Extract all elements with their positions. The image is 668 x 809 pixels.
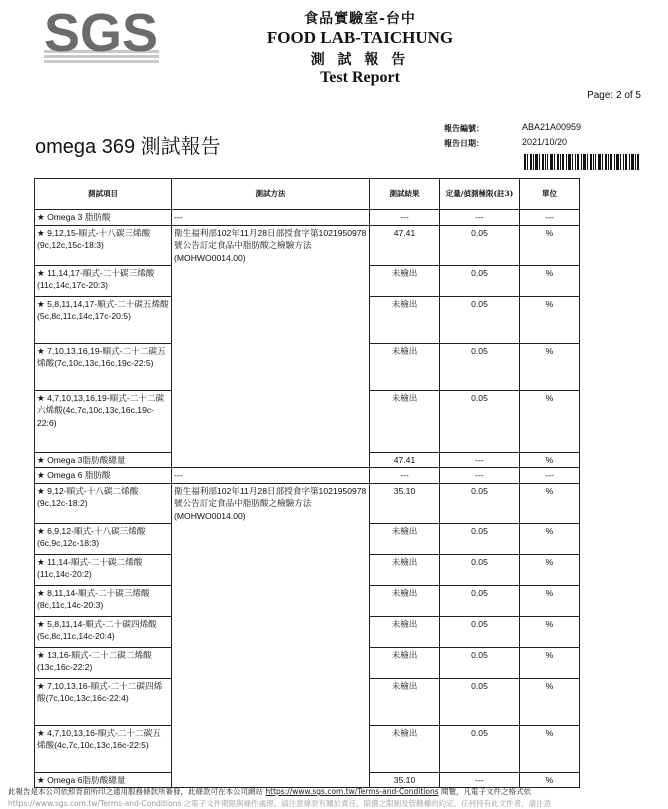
barcode [524,154,640,170]
report-date: 2021/10/20 [522,137,568,147]
col-limit-header: 定量/偵測極限(註3) [440,179,520,210]
row-unit: % [520,265,580,296]
row-limit: 0.05 [440,554,520,585]
report-label-en: Test Report [320,69,400,86]
row-result: 未檢出 [370,647,440,678]
row-unit: % [520,523,580,554]
table-row [35,225,580,265]
row-limit: 0.05 [440,343,520,390]
row-unit: % [520,585,580,616]
row-name: ★ Omega 6 脂肪酸 [35,468,172,484]
table-row [35,647,580,678]
report-no-label: 報告編號： [444,123,484,133]
row-unit: % [520,296,580,343]
row-result: --- [370,210,440,226]
lab-name-en: FOOD LAB-TAICHUNG [266,28,454,47]
footer-disclaimer [8,786,663,797]
row-limit: 0.05 [440,296,520,343]
row-result: 未檢出 [370,523,440,554]
omega3-total-row [35,452,580,468]
table-row [35,343,580,390]
row-name: ★ 8,11,14-順式-二十碳三烯酸(8c,11c,14c-20:3) [35,585,172,616]
row-name: ★ 11,14-順式-二十碳二烯酸(11c,14c-20:2) [35,554,172,585]
row-limit: --- [440,210,520,226]
omega3-header-row [35,210,580,226]
report-date-label: 報告日期： [444,138,484,148]
row-method: --- [172,468,370,484]
footer-text-a: 此報告是本公司依照背面所印之通用服務條款所簽發，此條款可在本公司網站 [8,787,266,796]
row-unit: % [520,554,580,585]
row-unit: % [520,616,580,647]
row-name: ★ 9,12-順式-十八碳二烯酸(9c,12c-18:2) [35,483,172,523]
method-cell: 衛生福利部102年11月28日部授食字第1021950978號公告訂定食品中脂肪酸之檢驗方法(MOHWO0014.00) [172,225,370,265]
row-result: 未檢出 [370,343,440,390]
row-result: 47.41 [370,225,440,265]
method-cell: 衛生福利部102年11月28日部授食字第1021950978號公告訂定食品中脂肪酸之檢驗方法(MOHWO0014.00) [172,483,370,523]
row-limit: 0.05 [440,678,520,725]
row-limit: 0.05 [440,265,520,296]
row-limit: 0.05 [440,390,520,452]
row-result: 未檢出 [370,725,440,772]
row-result: 未檢出 [370,554,440,585]
row-unit: % [520,483,580,523]
row-name: ★ 5,8,11,14-順式-二十碳四烯酸(5c,8c,11c,14c-20:4) [35,616,172,647]
row-name: ★ Omega 6脂肪酸總量 [35,772,172,788]
col-unit-header: 單位 [520,179,580,210]
row-result: 未檢出 [370,678,440,725]
row-limit: 0.05 [440,585,520,616]
row-unit: % [520,225,580,265]
row-limit: --- [440,452,520,468]
row-result: 35.10 [370,772,440,788]
row-limit: --- [440,468,520,484]
omega6-header-row [35,468,580,484]
table-row [35,616,580,647]
row-limit: 0.05 [440,725,520,772]
row-name: ★ 7,10,13,16-順式-二十二碳四烯酸(7c,10c,13c,16c-22:4) [35,678,172,725]
footer-text-b: 閱覽，凡電子文件之格式依 [438,787,532,796]
footer-line-2: https://www.sgs.com.tw/Terms-and-Conditions 之電子文件期限與條件處理。請注意條款有關於責任、賠償之限制及管轄權的約定。任何持有此文件者，請注意 [8,799,552,808]
row-limit: --- [440,772,520,788]
row-name: ★ Omega 3 脂肪酸 [35,210,172,226]
table-header-row [35,179,580,210]
table-row [35,725,580,772]
row-result: 未檢出 [370,265,440,296]
row-name: ★ 4,7,10,13,16-順式-二十二碳五烯酸(4c,7c,10c,13c,16c-22:5) [35,725,172,772]
table-row [35,554,580,585]
row-unit: % [520,772,580,788]
row-name: ★ 11,14,17-順式-二十碳三烯酸(11c,14c,17c-20:3) [35,265,172,296]
col-result-header: 測試結果 [370,179,440,210]
row-name: ★ 5,8,11,14,17-順式-二十碳五烯酸(5c,8c,11c,14c,17c-20:5) [35,296,172,343]
row-limit: 0.05 [440,225,520,265]
terms-link[interactable]: https://www.sgs.com.tw/Terms-and-Conditions [265,787,439,796]
row-name: ★ 6,9,12-順式-十八碳三烯酸(6c,9c,12c-18:3) [35,523,172,554]
logo-text: SGS [44,6,159,63]
report-no: ABA21A00959 [522,122,582,132]
row-name: ★ 9,12,15-順式-十八碳三烯酸(9c,12c,15c-18:3) [35,225,172,265]
table-row [35,585,580,616]
document-title: omega 369 測試報告 [35,136,221,158]
sgs-logo [44,6,159,64]
row-result: --- [370,468,440,484]
row-result: 未檢出 [370,616,440,647]
row-limit: 0.05 [440,483,520,523]
row-unit: % [520,390,580,452]
table-row [35,265,580,296]
results-table [34,178,580,788]
row-limit: 0.05 [440,616,520,647]
row-unit: --- [520,210,580,226]
table-row [35,523,580,554]
table-row [35,390,580,452]
page-indicator: Page: 2 of 5 [587,90,641,101]
row-name: ★ Omega 3脂肪酸總量 [35,452,172,468]
row-limit: 0.05 [440,647,520,678]
row-result: 未檢出 [370,585,440,616]
row-result: 未檢出 [370,390,440,452]
report-label-zh: 測 試 報 告 [310,52,410,68]
row-unit: % [520,647,580,678]
row-result: 47.41 [370,452,440,468]
row-unit: % [520,452,580,468]
row-method: --- [172,210,370,226]
row-unit: % [520,343,580,390]
row-name: ★ 4,7,10,13,16,19-順式-二十二碳六烯酸(4c,7c,10c,13c,16c,19c-22:6) [35,390,172,452]
lab-name-zh: 食品實驗室-台中 [304,11,416,27]
table-row [35,678,580,725]
row-name: ★ 13,16-順式-二十二碳二烯酸(13c,16c-22:2) [35,647,172,678]
row-result: 未檢出 [370,296,440,343]
row-name: ★ 7,10,13,16,19-順式-二十二碳五烯酸(7c,10c,13c,16c,19c-22:5) [35,343,172,390]
row-limit: 0.05 [440,523,520,554]
row-unit: % [520,678,580,725]
col-method-header: 測試方法 [172,179,370,210]
table-row [35,483,580,523]
table-row [35,296,580,343]
col-item-header: 測試項目 [35,179,172,210]
row-unit: % [520,725,580,772]
row-result: 35.10 [370,483,440,523]
row-unit: --- [520,468,580,484]
